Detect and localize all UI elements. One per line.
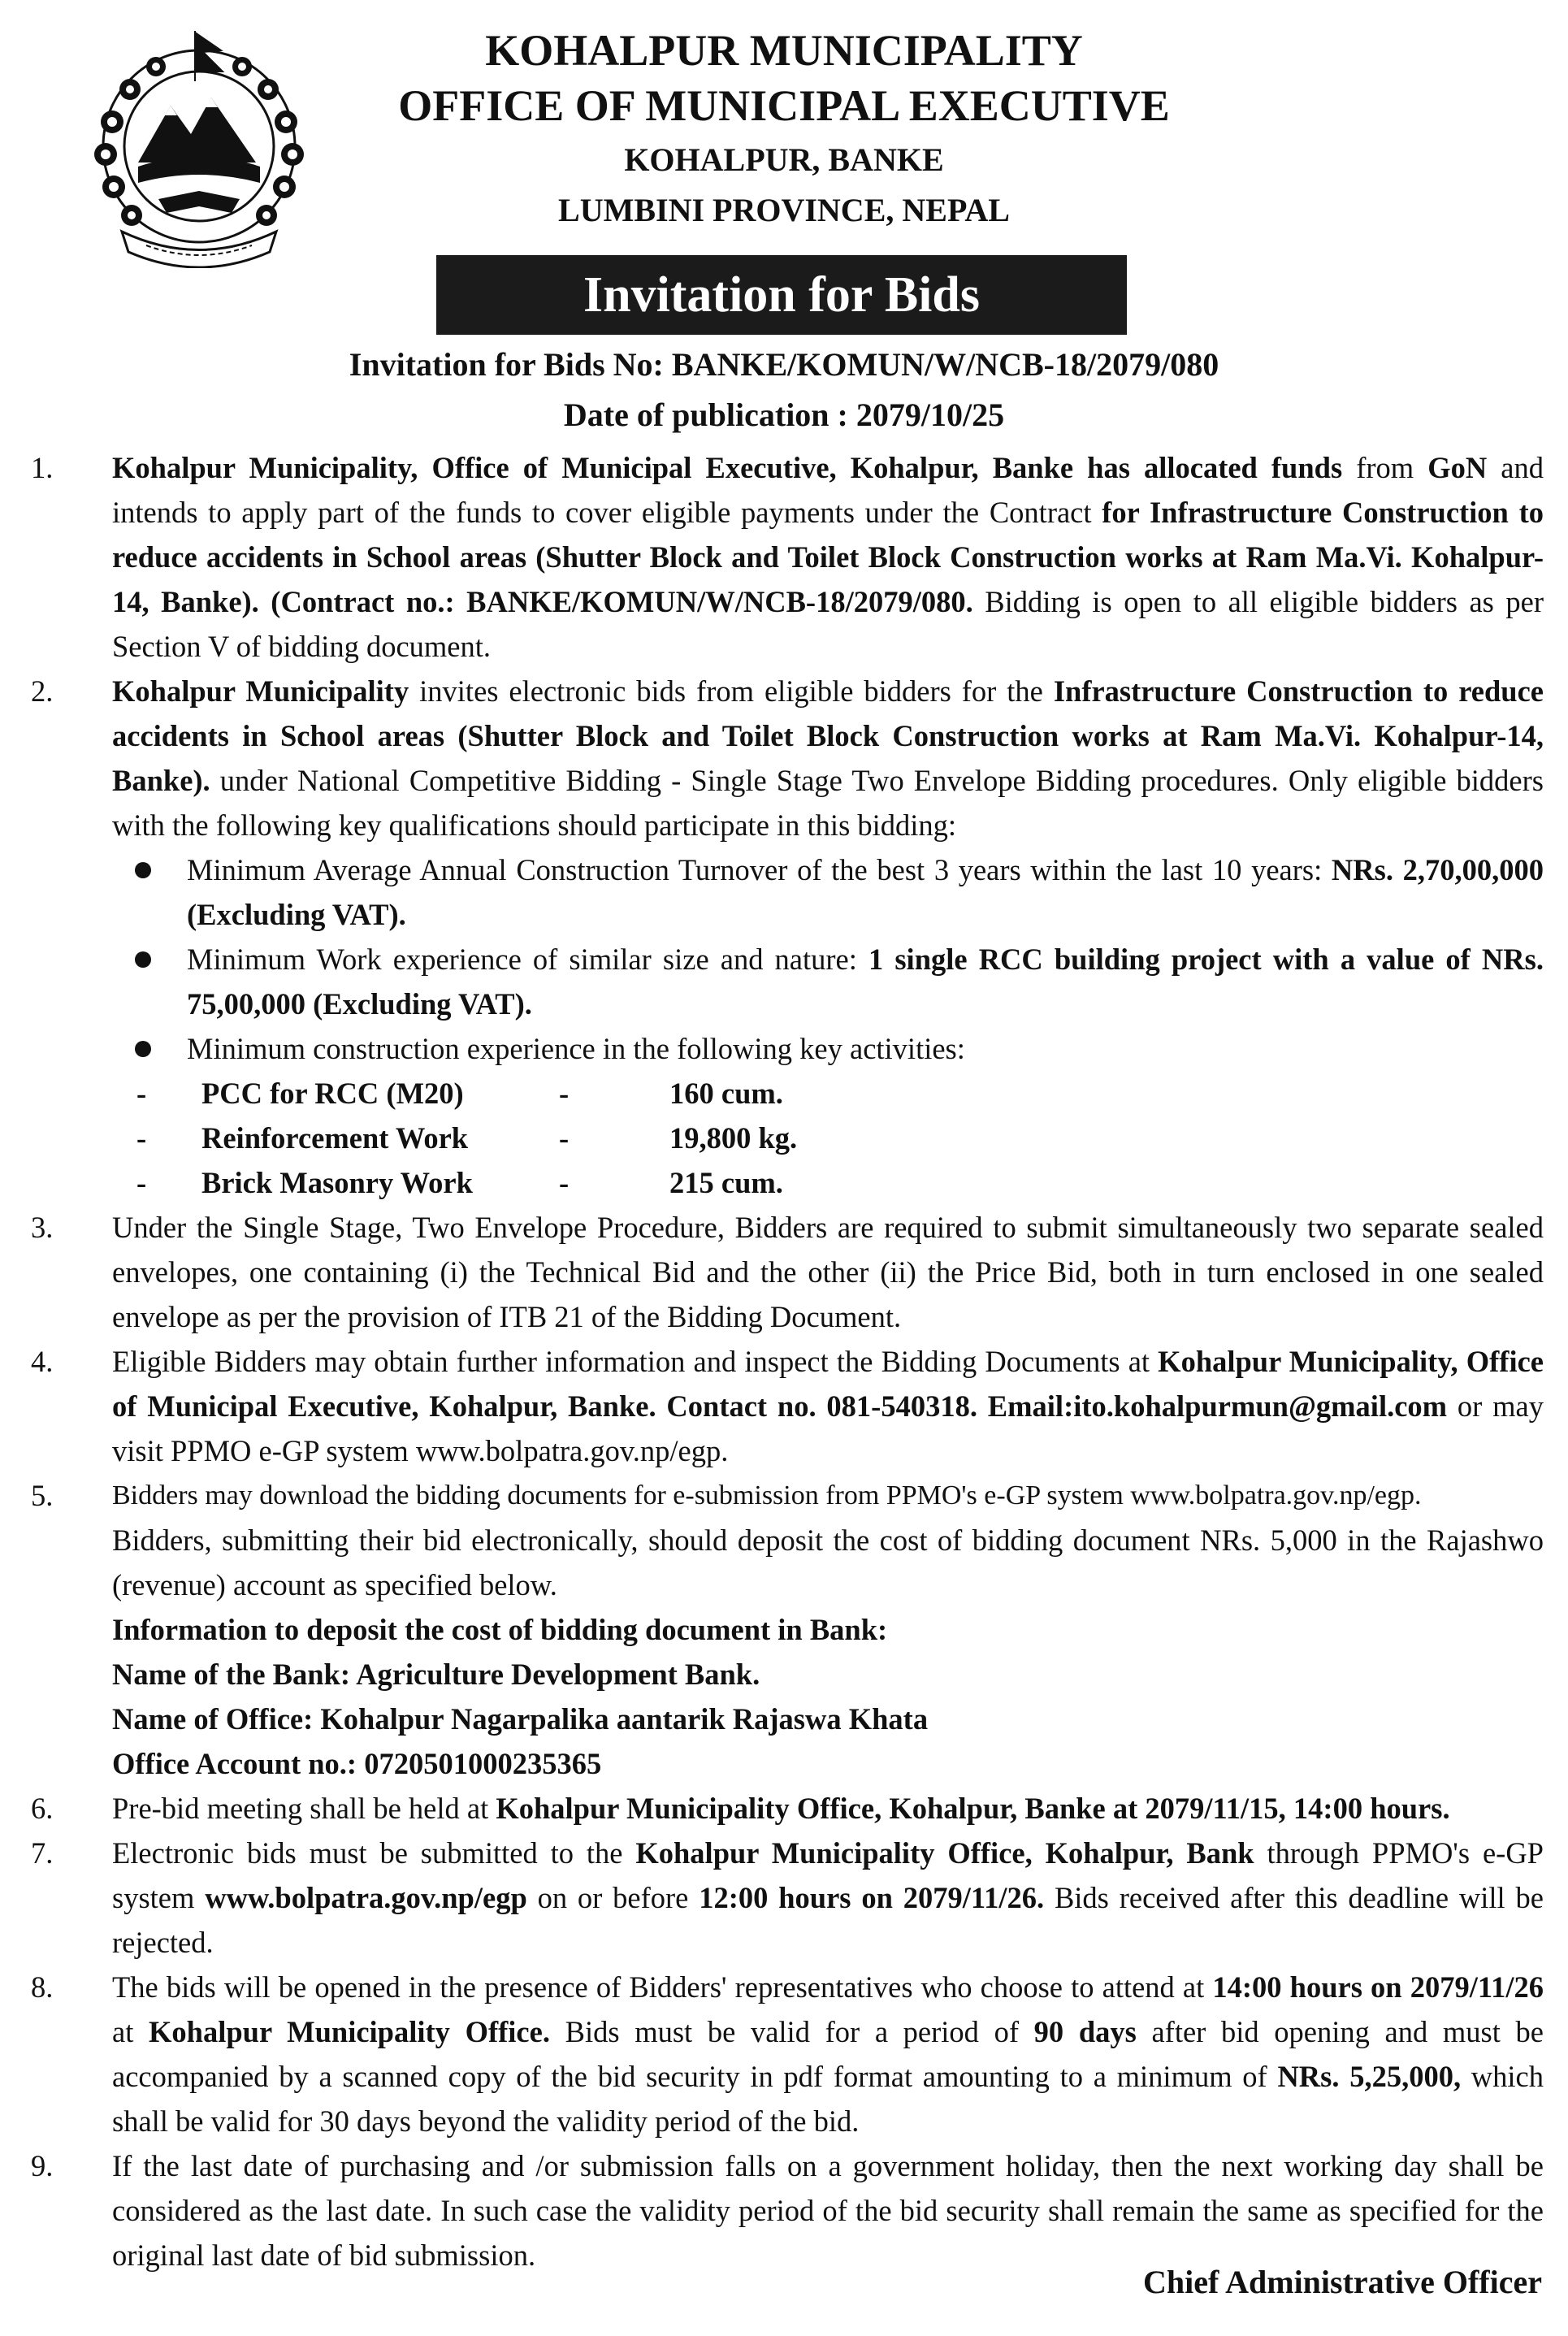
bullet-icon (135, 951, 151, 968)
notice-title-banner: Invitation for Bids (436, 255, 1127, 335)
clause-6: 6. Pre-bid meeting shall be held at Kohalpur Municipality Office, Kohalpur, Banke at 2079/11/15, 14:00 hours. (24, 1786, 1544, 1831)
activity-quantity: 19,800 kg. (669, 1121, 798, 1155)
clause-number: 2. (31, 674, 54, 708)
bank-office: Name of Office: Kohalpur Nagarpalika aantarik Rajaswa Khata (112, 1702, 929, 1736)
activity-quantity: 160 cum. (669, 1077, 783, 1110)
bid-reference-number: Invitation for Bids No: BANKE/KOMUN/W/NCB-18/2079/080 (349, 346, 1219, 383)
clause-4: 4. Eligible Bidders may obtain further information and inspect the Bidding Documents at Kohalpur Municipality, Office of Municipal Executive, Kohalpur, Banke. Contact no. 081-540318. Email:ito.kohalpurmun@gmail.com or may visit PPMO e-GP system www.bolpatra.gov.np/egp. (24, 1339, 1544, 1473)
province-country: LUMBINI PROVINCE, NEPAL (558, 192, 1010, 228)
activity-name: PCC for RCC (M20) (201, 1077, 464, 1110)
office-name: OFFICE OF MUNICIPAL EXECUTIVE (398, 81, 1170, 130)
bank-info-heading: Information to deposit the cost of bidding document in Bank: (112, 1613, 888, 1646)
clause-number: 3. (31, 1211, 54, 1244)
office-location: KOHALPUR, BANKE (624, 141, 944, 178)
clause-3: 3. Under the Single Stage, Two Envelope Procedure, Bidders are required to submit simultaneously two separate sealed envelopes, one containing (i) the Technical Bid and the other (ii) the Price Bid, both in turn enclosed in one sealed envelope as per the provision of ITB 21 of the Bidding Document. (24, 1205, 1544, 1339)
municipality-name: KOHALPUR MUNICIPALITY (485, 26, 1083, 75)
bank-name: Name of the Bank: Agriculture Development Bank. (112, 1658, 760, 1691)
clause-5: 5. Bidders may download the bidding documents for e-submission from PPMO's e-GP system www.bolpatra.gov.np/egp. Bidders, submitting their bid electronically, should deposit the cost of bidding document NRs. 5,000 in the Rajashwo (revenue) account as specified below. Information to deposit the cost of bidding document in Bank: Name of the Bank: Agriculture Development Bank. Name of Office: Kohalpur Nagarpalika aantarik Rajaswa Khata Office Account no.: 0720501000235365 (24, 1473, 1544, 1786)
bullet-icon (135, 1041, 151, 1057)
publication-date: Date of publication : 2079/10/25 (563, 397, 1005, 433)
clause-8: 8. The bids will be opened in the presence of Bidders' representatives who choose to attend at 14:00 hours on 2079/11/26 at Kohalpur Municipality Office. Bids must be valid for a period of 90 days after bid opening and must be accompanied by a scanned copy of the bid security in pdf format amounting to a minimum of NRs. 5,25,000, which shall be valid for 30 days beyond the validity period of the bid. (24, 1965, 1544, 2143)
contact-info: Kohalpur Municipality, Office of Municipal Executive, Kohalpur, Banke. Contact no. 081-540318. Email:ito.kohalpurmun@gmail.com (112, 1345, 1544, 1423)
activity-quantity: 215 cum. (669, 1166, 783, 1199)
activity-name: Reinforcement Work (201, 1121, 469, 1155)
bank-account-number: Office Account no.: 0720501000235365 (112, 1747, 602, 1780)
clause-number: 8. (31, 1970, 54, 2004)
qualification-turnover: Minimum Average Annual Construction Turnover of the best 3 years within the last 10 years: NRs. 2,70,00,000 (Excluding VAT). (112, 847, 1544, 937)
clause-7: 7. Electronic bids must be submitted to the Kohalpur Municipality Office, Kohalpur, Bank through PPMO's e-GP system www.bolpatra.gov.np/egp on or before 12:00 hours on 2079/11/26. Bids received after this deadline will be rejected. (24, 1831, 1544, 1965)
qualification-activities: Minimum construction experience in the following key activities: (112, 1026, 1544, 1071)
nepal-emblem-icon (81, 24, 317, 268)
qualification-list (112, 847, 1544, 1205)
clause-1: 1. Kohalpur Municipality, Office of Municipal Executive, Kohalpur, Banke has allocated funds from GoN and intends to apply part of the funds to cover eligible payments under the Contract for Infrastructure Construction to reduce accidents in School areas (Shutter Block and Toilet Block Construction works at Ram Ma.Vi. Kohalpur-14, Banke). (Contract no.: BANKE/KOMUN/W/NCB-18/2079/080. Bidding is open to all eligible bidders as per Section V of bidding document. (24, 445, 1544, 669)
clause-number: 4. (31, 1345, 54, 1378)
bullet-icon (135, 862, 151, 878)
activity-row: - Reinforcement Work - 19,800 kg. (112, 1116, 1544, 1160)
activity-row: - PCC for RCC (M20) - 160 cum. (112, 1071, 1544, 1116)
notice-body (24, 445, 1544, 2277)
clause-number: 6. (31, 1792, 54, 1825)
clause-2: 2. Kohalpur Municipality invites electronic bids from eligible bidders for the Infrastructure Construction to reduce accidents in School areas (Shutter Block and Toilet Block Construction works at Ram Ma.Vi. Kohalpur-14, Banke). under National Competitive Bidding - Single Stage Two Envelope Bidding procedures. Only eligible bidders with the following key qualifications should participate in this bidding: Minimum Average Annual Construction Turnover of the best 3 years within the last 10 years: NRs. 2,70,00,000 (Excluding VAT). Minimum Work experience of similar size and nature: 1 single RCC building project with a value of NRs. 75,00,000 (Excluding VAT). Minimum construction experience in the following key activities: - PCC for RCC (M20) - 160 cum. - Reinforcement Work - 19,800 kg. - Brick Masonry Work - 215 cum. (24, 669, 1544, 1205)
clause-number: 5. (31, 1479, 54, 1512)
activity-row: - Brick Masonry Work - 215 cum. (112, 1160, 1544, 1205)
clause-9: 9. If the last date of purchasing and /or submission falls on a government holiday, then the next working day shall be considered as the last date. In such case the validity period of the bid security shall remain the same as specified for the original last date of bid submission. (24, 2143, 1544, 2277)
clause-number: 1. (31, 451, 54, 484)
signatory-title: Chief Administrative Officer (1143, 2264, 1542, 2300)
qualification-experience: Minimum Work experience of similar size and nature: 1 single RCC building project with a value of NRs. 75,00,000 (Excluding VAT). (112, 937, 1544, 1026)
clause-number: 7. (31, 1836, 54, 1870)
activity-name: Brick Masonry Work (201, 1166, 473, 1199)
clause-number: 9. (31, 2149, 54, 2182)
